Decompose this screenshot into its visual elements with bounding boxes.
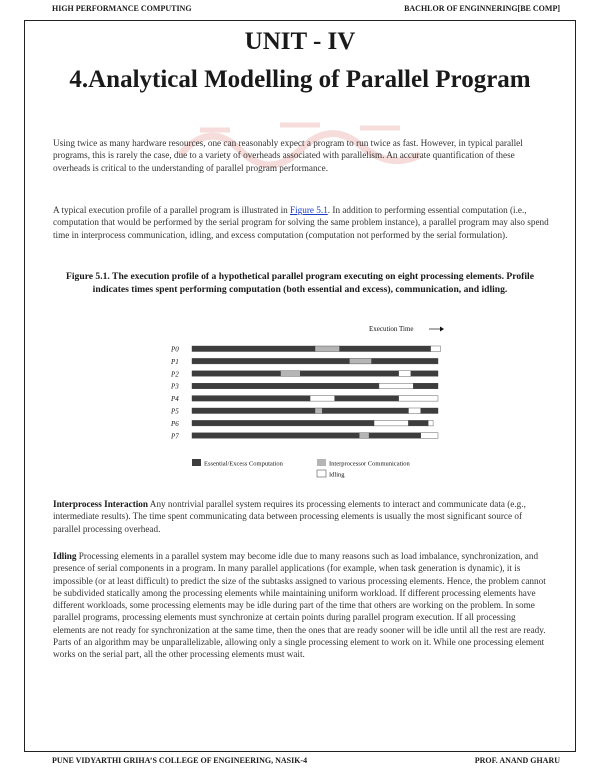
bar-p0-segment-2 [340,346,431,352]
profile-text-start: A typical execution profile of a parallel program is illustrated in [53,205,291,215]
interaction-paragraph [53,498,550,535]
bar-p7-segment-0 [192,433,359,439]
bar-p2-segment-4 [411,371,438,377]
processor-label-p0: P0 [171,345,179,354]
bar-p0-segment-0 [192,346,315,352]
bar-p5-segment-3 [408,408,420,414]
legend-label-communication: Interprocessor Communication [329,460,410,468]
bar-p2-segment-1 [281,371,301,377]
bar-p6-segment-0 [192,420,374,426]
chapter-title: 4.Analytical Modelling of Parallel Program [69,66,531,93]
bar-p7-segment-2 [369,433,421,439]
bar-p0-segment-1 [315,346,340,352]
execution-time-label: Execution Time [369,325,414,333]
bar-p5-segment-1 [315,408,322,414]
idling-paragraph [53,550,550,661]
footer-left: PUNE VIDYARTHI GRIHA’S COLLEGE OF ENGINEERING, NASIK-4 [52,756,308,765]
bar-p7-segment-3 [421,433,438,439]
bar-p3-segment-1 [379,383,413,389]
bar-p3-segment-2 [413,383,438,389]
legend-swatch-communication [317,459,326,466]
bar-p1-segment-0 [192,358,349,364]
bar-p7-segment-1 [359,433,369,439]
idling-term: Idling [53,551,77,561]
legend-label-computation: Essential/Excess Computation [204,460,283,468]
bar-p6-segment-3 [428,420,433,426]
idling-text: Processing elements in a parallel system may become idle due to many reasons such as load imbalance, synchronization, and presence of serial components in a program. In many parallel applications (for example, when task generation is dynamic), it is impossible (or at least difficult) to predict the size of the subtasks assigned to various processing elements. Hence, the problem cannot be subdivided statically among the processing elements while maintaining uniform workload. If different processing elements have different workloads, some processing elements may be idle during part of the time that others are working on the problem. In some parallel programs, processing elements must synchronize at certain points during parallel program execution. If all processing elements are not ready for synchronization at the same time, then the ones that are ready sooner will be idle until all the rest are ready. Parts of an algorithm may be unparallelizable, allowing only a single processing element to work on it. While one processing element works on the serial part, all the other processing elements must wait. [53,551,546,660]
processor-label-p7: P7 [171,432,179,441]
bar-p4-segment-1 [310,396,335,402]
bar-p6-segment-1 [374,420,408,426]
unit-heading: UNIT - IV [244,28,356,55]
execution-time-arrow-head [440,327,444,332]
header-left: HIGH PERFORMANCE COMPUTING [52,4,192,13]
figure-link[interactable]: Figure 5.1 [290,205,328,215]
bar-p6-segment-2 [408,420,428,426]
processor-label-p2: P2 [171,370,179,379]
processor-label-p4: P4 [171,395,179,404]
header-right: BACHLOR OF ENGINNERING[BE COMP] [404,4,560,13]
bar-p5-segment-0 [192,408,315,414]
processor-label-p6: P6 [171,419,179,428]
bar-p2-segment-3 [399,371,411,377]
footer-right: PROF. ANAND GHARU [474,756,560,765]
bar-p4-segment-2 [335,396,399,402]
bar-p1-segment-1 [349,358,371,364]
processor-label-p5: P5 [171,407,179,416]
interaction-term: Interprocess Interaction [53,499,149,509]
bar-p2-segment-2 [300,371,398,377]
execution-profile-chart [170,320,445,485]
figure-caption: Figure 5.1. The execution profile of a hypothetical parallel program executing on eight processing elements. Profile indicates times spent performing computation (both essential and excess), communication, and idling. [66,271,534,295]
bar-p4-segment-3 [399,396,438,402]
bar-p5-segment-2 [322,408,408,414]
legend-swatch-idling [317,470,326,477]
legend-swatch-computation [192,459,201,466]
bar-p0-segment-3 [431,346,441,352]
profile-text-end: . In addition to performing essential computation (i.e., computation that would be performed by the serial program for solving the same problem instance), a parallel program may also spend time in interprocess communication, idling, and excess computation (computation not performed by the serial formulation). [53,205,549,240]
profile-paragraph [53,204,550,241]
page-footer [52,756,560,770]
interaction-text: Any nontrivial parallel system requires its processing elements to interact and communicate data (e.g., intermediate results). The time spent communicating data between processing elements is usually the most significant source of parallel processing overhead. [53,499,526,534]
legend-label-idling: Idling [329,471,345,479]
bar-p4-segment-0 [192,396,310,402]
bar-p2-segment-0 [192,371,281,377]
bar-p1-segment-2 [372,358,438,364]
processor-label-p1: P1 [171,357,179,366]
bar-p3-segment-0 [192,383,379,389]
page-header [52,4,560,18]
intro-paragraph: Using twice as many hardware resources, one can reasonably expect a program to run twice as fast. However, in typical parallel programs, this is rarely the case, due to a variety of overheads associated with parallelism. An accurate quantification of these overheads is critical to the understanding of parallel program performance. [53,138,523,173]
processor-label-p3: P3 [171,382,179,391]
bar-p5-segment-4 [421,408,438,414]
